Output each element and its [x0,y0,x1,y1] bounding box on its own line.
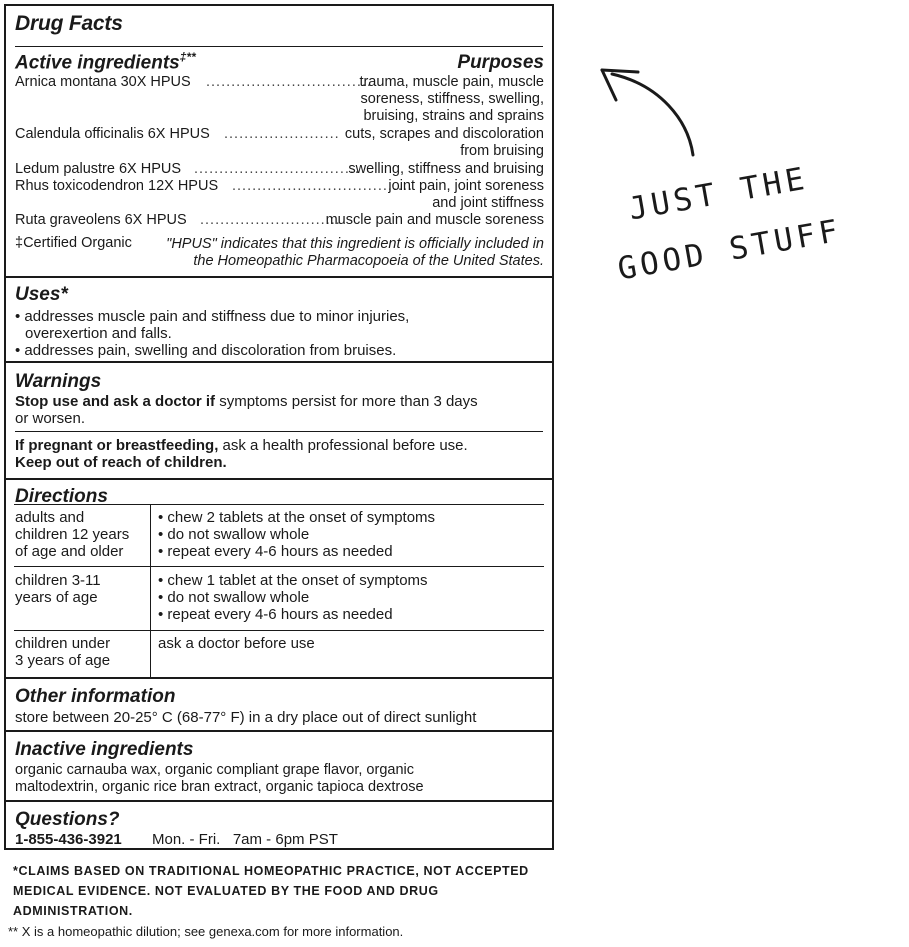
uses-line-1: • addresses muscle pain and stiffness due to minor injuries, [15,308,410,325]
directions-row-adults [14,505,544,567]
drug-facts-title: Drug Facts [15,12,123,35]
directions-table [14,478,544,677]
ingredient-calendula: Calendula officinalis 6X HPUS [15,126,210,142]
uses-section [6,276,552,363]
handwritten-line-2: GOOD STUFF [615,212,845,288]
hand-drawn-arrow-icon [590,60,710,170]
handwritten-line-1: JUST THE [626,160,811,228]
certified-organic-note: ‡Certified Organic [15,235,132,251]
dir-what-line: • repeat every 4-6 hours as needed [158,606,393,623]
other-information-heading: Other information [15,686,176,707]
dilution-footnote: ** X is a homeopathic dilution; see genexa.com for more information. [8,924,404,939]
dir-what-line: ask a doctor before use [158,635,315,652]
warnings-rule [15,431,543,432]
dir-who-line: children under [15,635,111,652]
inactive-ingredients-heading: Inactive ingredients [15,739,194,760]
warnings-section [6,361,552,480]
ingredient-arnica: Arnica montana 30X HPUS [15,74,191,90]
directions-row-under-3 [14,631,544,677]
purpose-ledum: swelling, stiffness and bruising [348,161,544,177]
warnings-stop-line: Stop use and ask a doctor if symptoms persist for more than 3 days [15,393,478,410]
dir-who-line: of age and older [15,543,124,560]
purpose-arnica-2: soreness, stiffness, swelling, [360,91,544,107]
ingredient-rhus: Rhus toxicodendron 12X HPUS [15,178,219,194]
warnings-pregnant-line: If pregnant or breastfeeding, ask a health professional before use. [15,437,468,454]
claims-line-2: MEDICAL EVIDENCE. NOT EVALUATED BY THE FOOD AND DRUG [13,884,439,898]
inactive-ingredients-section [6,730,552,802]
hpus-note-2: the Homeopathic Pharmacopoeia of the United States. [193,253,544,269]
dir-what-line: • chew 1 tablet at the onset of symptoms [158,572,428,589]
dir-who-line: adults and [15,509,85,526]
purpose-calendula-1: cuts, scrapes and discoloration [344,126,544,142]
dir-what-line: • do not swallow whole [158,589,310,606]
uses-line-3: • addresses pain, swelling and discoloration from bruises. [15,342,397,359]
dir-what-line: • repeat every 4-6 hours as needed [158,543,393,560]
directions-heading: Directions [15,486,108,507]
dir-who-line: children 12 years [15,526,130,543]
leader-dots: ................................. [206,74,372,90]
leader-dots: .................................... [232,178,414,194]
questions-phone[interactable]: 1-855-436-3921 [15,831,122,848]
purpose-rhus-1: joint pain, joint soreness [388,178,544,194]
purposes-heading: Purposes [457,52,544,73]
inactive-line-1: organic carnauba wax, organic compliant grape flavor, organic [15,762,414,778]
questions-heading: Questions? [15,809,120,830]
active-ingredients-heading: Active ingredients‡** [15,50,196,74]
drug-facts-panel [4,4,554,850]
warnings-heading: Warnings [15,371,102,392]
active-ingredients-section [6,6,552,278]
questions-hours: Mon. - Fri. 7am - 6pm PST [152,831,338,848]
leader-dots: ................................. [194,161,360,177]
warnings-keep-out: Keep out of reach of children. [15,454,227,471]
leader-dots: ............................ [200,212,341,228]
other-information-text: store between 20-25° C (68-77° F) in a dry place out of direct sunlight [15,709,477,726]
purpose-ruta: muscle pain and muscle soreness [325,212,544,228]
other-information-section [6,677,552,732]
directions-row-children [14,567,544,631]
ingredient-ledum: Ledum palustre 6X HPUS [15,161,182,177]
dir-what-line: • do not swallow whole [158,526,310,543]
title-rule [15,46,543,47]
warnings-stop-line-2: or worsen. [15,410,86,427]
claims-footnote [13,861,553,921]
questions-section [6,800,552,850]
hpus-note-1: "HPUS" indicates that this ingredient is officially included in [166,236,544,252]
dir-what-line: • chew 2 tablets at the onset of symptoms [158,509,436,526]
leader-dots: ....................... [224,126,340,142]
ingredient-ruta: Ruta graveolens 6X HPUS [15,212,187,228]
purpose-calendula-2: from bruising [460,143,544,159]
uses-line-2: overexertion and falls. [25,325,172,342]
claims-line-1: *CLAIMS BASED ON TRADITIONAL HOMEOPATHIC PRACTICE, NOT ACCEPTED [13,864,529,878]
purpose-rhus-2: and joint stiffness [432,195,544,211]
inactive-line-2: maltodextrin, organic rice bran extract, organic tapioca dextrose [15,779,424,795]
purpose-arnica-1: trauma, muscle pain, muscle [359,74,544,90]
claims-line-3: ADMINISTRATION. [13,904,133,918]
directions-section [6,478,552,679]
uses-heading: Uses* [15,284,68,305]
purpose-arnica-3: bruising, strains and sprains [363,108,544,124]
dir-who-line: children 3-11 [15,572,101,589]
dir-who-line: years of age [15,589,98,606]
dir-who-line: 3 years of age [15,652,111,669]
